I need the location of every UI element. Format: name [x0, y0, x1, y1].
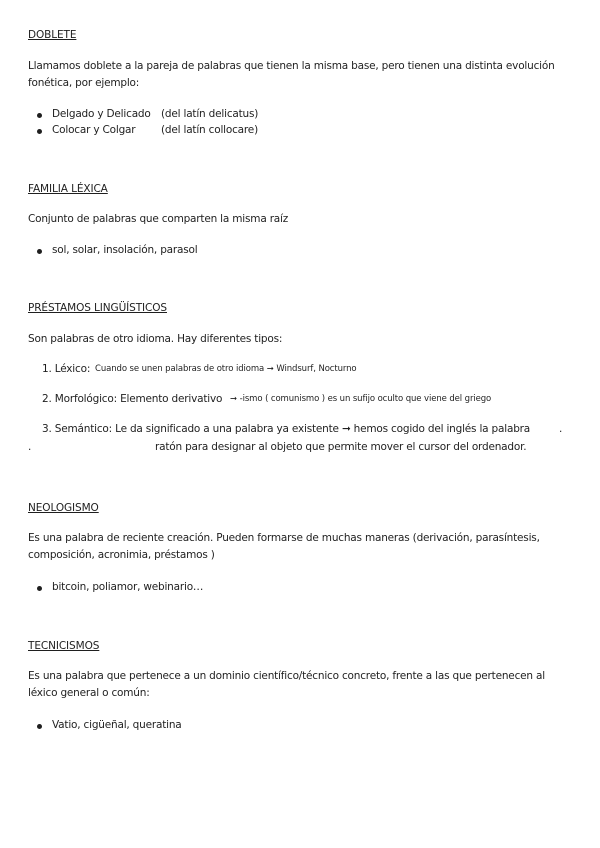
prestamos-item2-label: 2. Morfológico: Elemento derivativo [42, 393, 223, 405]
tecnicismos-intro-line2: léxico general o común: [28, 687, 150, 699]
doblete-item-words: Colocar y Colgar [52, 124, 136, 136]
tecnicismos-heading: TECNICISMOS [28, 640, 100, 652]
familia-item: sol, solar, insolación, parasol [52, 244, 198, 256]
neologismo-item: bitcoin, poliamor, webinario… [52, 581, 204, 593]
bullet-icon [37, 249, 42, 254]
doblete-item-words: Delgado y Delicado [52, 108, 151, 120]
familia-heading: FAMILIA LÉXICA [28, 183, 108, 195]
bullet-icon [37, 113, 42, 118]
doblete-item-origin: (del latín collocare) [161, 124, 258, 136]
prestamos-item1-text: Cuando se unen palabras de otro idioma ➞ Windsurf, Nocturno [95, 364, 357, 374]
prestamos-item1-label: 1. Léxico: [42, 363, 91, 375]
bullet-icon [37, 586, 42, 591]
prestamos-item2-text: ➞ -ismo ( comunismo ) es un sufijo oculto que viene del griego [230, 394, 492, 404]
prestamos-item3-line2-dot: . [28, 441, 32, 453]
prestamos-item3-dot: . [559, 423, 563, 435]
prestamos-heading: PRÉSTAMOS LINGÜÍSTICOS [28, 302, 167, 314]
bullet-icon [37, 129, 42, 134]
tecnicismos-intro-line1: Es una palabra que pertenece a un dominio científico/técnico concreto, frente a las que pertenecen al [28, 670, 545, 682]
neologismo-intro-line1: Es una palabra de reciente creación. Pueden formarse de muchas maneras (derivación, parasíntesis, [28, 532, 540, 544]
prestamos-item3-line2: ratón para designar al objeto que permite mover el cursor del ordenador. [155, 441, 527, 453]
doblete-heading: DOBLETE [28, 29, 77, 41]
neologismo-heading: NEOLOGISMO [28, 502, 99, 514]
familia-intro: Conjunto de palabras que comparten la misma raíz [28, 213, 289, 225]
doblete-intro-line2: fonética, por ejemplo: [28, 77, 140, 89]
neologismo-intro-line2: composición, acronimia, préstamos ) [28, 549, 215, 561]
doblete-intro-line1: Llamamos doblete a la pareja de palabras que tienen la misma base, pero tienen una distinta evolución [28, 60, 555, 72]
doblete-item-origin: (del latín delicatus) [161, 108, 259, 120]
prestamos-intro: Son palabras de otro idioma. Hay diferentes tipos: [28, 333, 283, 345]
tecnicismos-item: Vatio, cigüeñal, queratina [52, 719, 182, 731]
prestamos-item3-line1: 3. Semántico: Le da significado a una palabra ya existente ➞ hemos cogido del inglés la palabra [42, 423, 531, 435]
bullet-icon [37, 724, 42, 729]
